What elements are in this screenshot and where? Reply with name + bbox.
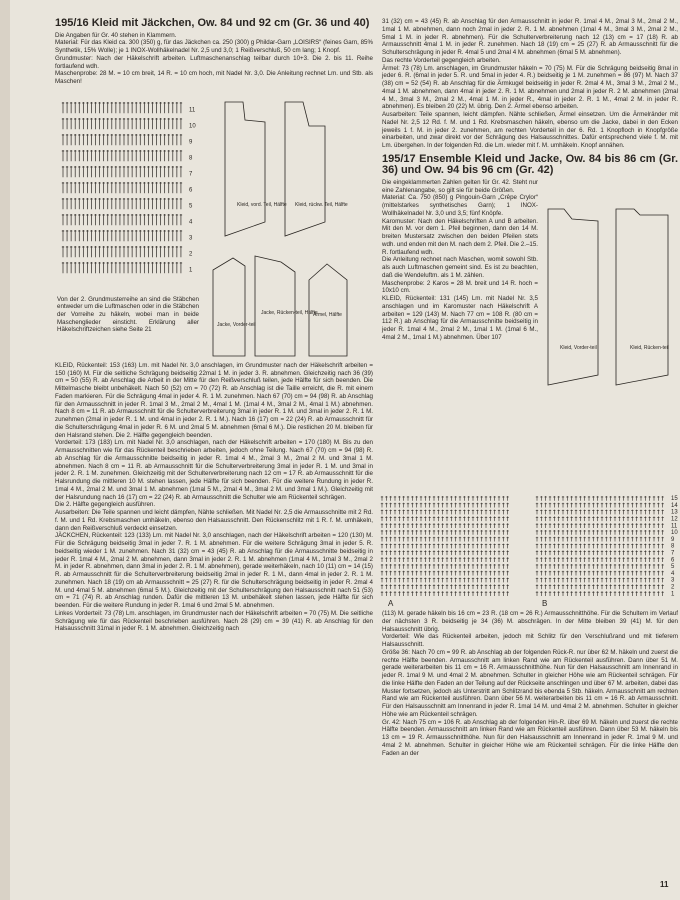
body-paragraph: Das rechte Vorderteil gegengleich arbeiten. bbox=[382, 56, 501, 64]
magazine-page bbox=[10, 0, 680, 900]
body-paragraph: 31 (32) cm = 43 (45) R. ab Anschlag für den Armausschnitt in jeder R. 1mal 4 M., 2mal 3 M., 2mal 2 M., 1mal 1 M. abnehmen, dann noch 2mal in jeder 2. R. 1 M. abnehmen (1mal 4 M., 3mal 3 M., 2mal 2 M., 5mal 1 M. in jeder R. abnehmen). Für die Schulterverbreiterung nach 12 (13) cm = 17 (18) R. ab Armausschnitt 4mal 1 M. in jeder R. zunehmen. Nach 18 (19) cm = 25 (27) R. ab Armausschnitt für die Schulterschrägung in jeder R. 4mal 5 und 2mal 4 M. abnehmen (6mal 5 M. abnehmen). bbox=[382, 18, 678, 56]
body-paragraph: Größe 36: Nach 70 cm = 99 R. ab Anschlag ab der folgenden Rück-R. nur über 62 M. häkeln und zuerst die rechte Hälfte beenden. Armausschnitt am linken Rand wie am Rückenteil ausführen. Dann über 51 M. gerade weiterarbeiten bis 11 cm = 16 R. Armausschnitthöhe. Nun für den Halsausschnitt am Innenrand in jeder R. 1mal 9 M. und 4mal 2 M. abnehmen. Schulter in gleicher Höhe wie am Rückenteil schrägen. Für die linke Hälfte den Faden an der Teilung auf der Rückseite anschlingen und über 67 M. arbeiten, dabei das Muster fortsetzen, jedoch als Unterstritt am Schlitzrand bis ebenda 5 Stb. häkeln. Armausschnitt am rechten Rand wie am Rückenteil ausführen. Dann über 56 M. weiterarbeiten bis 11 cm = 16 R. ab Armausschnitt. Für den Halsausschnitt am Innenrand in jeder R. 1mal 14 M. und 4mal 2 M. abnehmen. Schulter in gleicher Höhe wie am Rückenteil schrägen. bbox=[382, 648, 678, 718]
crochet-charts-a-b bbox=[372, 490, 680, 608]
right-column bbox=[382, 18, 678, 351]
svg-text:1: 1 bbox=[189, 267, 193, 274]
svg-text:15: 15 bbox=[671, 496, 678, 503]
svg-text:14: 14 bbox=[671, 502, 678, 509]
schematic-label: Kleid, Rücken-teil bbox=[630, 344, 669, 351]
body-paragraph: Material: Ca. 750 (850) g Pingouin-Garn „Crêpe Crylor“ (mittelstarkes synthetisches Garn); 1 INOX-Wollhäkelnadel Nr. 3,0 und 3,5; fünf Knöpfe. bbox=[382, 194, 538, 217]
svg-text:7: 7 bbox=[189, 171, 193, 178]
intro-paragraph: Grundmuster: Nach der Häkelschrift arbeiten. Luftmaschenanschlag teilbar durch 10+3. Die 2. bis 11. Reihe fortlaufend wdh. bbox=[55, 54, 373, 70]
right-bottom-text bbox=[382, 610, 678, 757]
svg-text:9: 9 bbox=[671, 536, 675, 543]
body-paragraph: Maschenprobe: 2 Karos = 28 M. breit und 14 R. hoch = 10x10 cm. bbox=[382, 279, 538, 295]
svg-text:1: 1 bbox=[671, 591, 675, 598]
body-paragraph: Ausarbeiten: Teile spannen, leicht dämpfen. Nähte schließen, Ärmel einsetzen. Um die Ärmelränder mit Nadel Nr. 2,5 12 Rd. f. M. und 1 Rd. Krebsmaschen häkeln, ebenso um die Jacke, dabei in den Ecken jeweils 1 f. M. in jeder 2. zunehmen, am rechten Vorderteil in der 6. Rd. 1 Knopfloch in Knopfgröße einarbeiten, und zwar direkt vor der Schrägung des Halsausschnittes. Dafür entsprechend viele f. M. mit Lm. übergehen. In der folgenden Rd. die Lm. wieder mit f. M. umhäkeln. Knopf annähen. bbox=[382, 111, 678, 149]
svg-text:8: 8 bbox=[671, 543, 675, 550]
svg-text:13: 13 bbox=[671, 509, 678, 516]
body-paragraph: Die eingeklammerten Zahlen gelten für Gr. 42. Steht nur eine Zahlenangabe, so gilt sie für beide Größen. bbox=[382, 178, 538, 194]
svg-text:4: 4 bbox=[189, 219, 193, 226]
svg-text:4: 4 bbox=[671, 570, 675, 577]
mid-text bbox=[382, 179, 538, 342]
schematic-label: Kleid, rückw. Teil, Hälfte bbox=[295, 201, 348, 208]
mid-block bbox=[382, 178, 678, 351]
schematic-label: Jacke, Rücken-teil, Hälfte bbox=[261, 309, 318, 316]
svg-text:10: 10 bbox=[189, 123, 196, 130]
pattern-195-16-title: 195/16 Kleid mit Jäckchen, Ow. 84 und 92 cm (Gr. 36 und 40) bbox=[55, 17, 370, 29]
body-paragraph: Gr. 42: Nach 75 cm = 106 R. ab Anschlag ab der folgenden Hin-R. über 69 M. häkeln und zuerst die rechte Hälfte beenden. Armausschnitt am linken Rand wie am Rückenteil ausführen. Dann über 53 M. häkeln bis 13 cm = 19 R. Armausschnitthöhe. Nun für den Halsausschnitt am Innenrand in jeder R. 1mal 9 M. und 4mal 2 M. abnehmen. Schulter in gleicher Höhe wie am Rückenteil schrägen. Für die linke Hälfte den Faden an der bbox=[382, 718, 678, 757]
svg-text:5: 5 bbox=[671, 564, 675, 571]
svg-text:12: 12 bbox=[671, 516, 678, 523]
body-paragraph: JÄCKCHEN, Rückenteil: 123 (133) Lm. mit Nadel Nr. 3,0 anschlagen, nach der Häkelschrift arbeiten = 120 (130) M. Für die Schrägung beidseitig 3mal in jeder 7. R. 1 M. abnehmen. Für die weitere Schrägung 3mal in jeder 5. R. beidseitig wieder 1 M. zunehmen. Nach 31 (32) cm = 43 (45) R. ab Anschlag für die Armausschnitte beidseitig in jeder R. 1mal 4 M., 2mal 2 M. abnehmen, dann 3mal in jeder 2. R. 1 M. abnehmen (1mal 4 M., 1mal 3 M., 2mal 2 M. in jeder R. abnehmen, dann 3mal in jeder 2. R. 1 M. abnehmen), gerade weiterhäkeln, nach 10 (11) cm = 14 (15) R. ab Armausschnitt für die Schulterverbreiterung beidseitig 2mal in jeder R. 1 M., dann 4mal in jeder 2. R. 1 M. zunehmen. Nach 18 (19) cm ab Armausschnitt = 25 (27) R. für die Schulterschrägung beidseitig in jeder R. 2mal 4 M. und 4mal 5 M. abnehmen (6mal 5 M.). Gleichzeitig mit der Schulterschrägung den Halsausschnitt nach 51 (53) cm = 71 (74) R. ab Anschlag runden. Dafür die mittleren 13 M. unbehäkelt stehen lassen, jede Hälfte für sich beenden. Für die weitere Rundung in jeder R. 1mal 6 und 2mal 5 M. abnehmen. bbox=[55, 532, 373, 609]
schematic-label: Kleid, vord. Teil, Hälfte bbox=[237, 201, 287, 208]
garment-schematics-195-17 bbox=[542, 179, 678, 429]
chart-caption: Von der 2. Grundmusterreihe an sind die Stäbchen entweder um die Luftmaschen oder in die Stäbchen der Vorreihe zu häkeln, wobei man in beide Maschenglieder einsticht. Erklärung aller Häkelschriftzeichen siehe Seite 21 bbox=[57, 295, 199, 334]
svg-text:9: 9 bbox=[189, 139, 193, 146]
body-paragraph: Ausarbeiten: Die Teile spannen und leicht dämpfen, Nähte schließen. Mit Nadel Nr. 2,5 die Armausschnitte mit 2 Rd. f. M. und 1 Rd. Krebsmaschen umhäkeln, ebenso den Halsausschnitt. Den Rückenschlitz mit 1 R. f. M. umhäkeln, dann den Reißverschluß verdeckt einsetzen. bbox=[55, 509, 373, 532]
pattern-195-17-title: 195/17 Ensemble Kleid und Jacke, Ow. 84 bis 86 cm (Gr. 36) und Ow. 94 bis 96 cm (Gr. 42) bbox=[382, 152, 678, 177]
page-number: 11 bbox=[660, 880, 669, 889]
schematic-label: Ärmel, Hälfte bbox=[313, 311, 342, 318]
left-column bbox=[55, 18, 373, 633]
svg-text:6: 6 bbox=[671, 557, 675, 564]
svg-text:8: 8 bbox=[189, 155, 193, 162]
schematic-label: Kleid, Vorder-teil bbox=[560, 344, 597, 351]
body-paragraph: KLEID, Rückenteil: 131 (145) Lm. mit Nadel Nr. 3,5 anschlagen und im Karomuster nach Häkelschrift A arbeiten = 129 (143) M. Nach 77 cm = 108 R. (80 cm = 112 R.) ab Anschlag für die Armausschnitte beidseitig in jeder R. 1mal 4 M., 2mal 2 M., 1mal 1 M. (1mal 6 M., 4mal 2 M., 1mal 1 M.) abnehmen. Über 107 bbox=[382, 295, 538, 341]
svg-text:3: 3 bbox=[189, 235, 193, 242]
body-paragraph: Vorderteil: 173 (183) Lm. mit Nadel Nr. 3,0 anschlagen, nach der Häkelschrift arbeiten = 170 (180) M. Bis zu den Armausschnitten wie für das Rückenteil beschrieben arbeiten, jedoch ohne Teilung. Nach 67 (70) cm = 94 (98) R. ab Anschlag für die Armausschnitte beidseitig in jeder R. 1mal 4 M., 2mal 3 M., 2mal 2 M. und 3mal 1 M. abnehmen. Nach 8 cm = 11 R. ab Armausschnitt für die Schulterverbreiterung 3mal in jeder R. 1 M. und 3mal in jeder 2. R. 1 M. zunehmen. Gleichzeitig mit der Schulterverbreiterung nach 12 cm = 17 R. ab Armausschnitt für die Halsrundung die mittleren 10 M. stehen lassen, jede Hälfte für sich beenden. Für die weitere Rundung in jeder R. 1mal 4 M., 2mal 2 M. und 3mal 1 M. abnehmen (1mal 5 M., 2mal 4 M., 3mal 2 M. und 3mal 1 M.). Gleichzeitig mit der Halsrundung nach 16 (17) cm = 22 (24) R. ab Armausschnitt die Schulter wie am Rückenteil schrägen. bbox=[55, 439, 373, 501]
svg-text:6: 6 bbox=[189, 187, 193, 194]
chart-b-label: B bbox=[542, 599, 548, 608]
body-paragraph: (113) M. gerade häkeln bis 16 cm = 23 R. (18 cm = 26 R.) Armausschnitthöhe. Für die Schultern im Verlauf der nächsten 3 R. beidseitig je 34 (36) M. abschrägen. In der Mitte bleiben 39 (41) M. für den Halsausschnitt übrig. bbox=[382, 610, 678, 633]
body-paragraph: KLEID, Rückenteil: 153 (163) Lm. mit Nadel Nr. 3,0 anschlagen, im Grundmuster nach der Häkelschrift arbeiten = 150 (160) M. Für die seitliche Schrägung beidseitig 22mal 1 M. in jeder 3. R. abnehmen. Gleichzeitig nach 36 (39) cm = 50 (55) R. ab Anschlag die Arbeit in der Mitte für den Reißverschluß teilen, jede Hälfte für sich beenden. Die Mittelmasche bleibt unbehäkelt. Nach 50 (52) cm = 70 (72) R. ab Anschlag ist die Taille erreicht, die R. mit einem Faden markieren. Für die Schrägung 4mal in jeder 4. R. 1 M. zunehmen. Nach 67 (70) cm = 94 (98) R. ab Anschlag für den Armausschnitt in jeder R. 1mal 3 M., 2mal 2 M., 4mal 1 M. (1mal 4 M., 3mal 2 M., 4mal 1 M.) abnehmen. Nach 8 cm = 11 R. ab Armausschnitt für die Schulterverbreiterung 3mal in jeder R. 1 M. und 3mal in jeder 2. R. 1 M. zunehmen (2mal in jeder R. 1 M. und 4mal in jeder 2. R. 1 M.). Nach 16 (17) cm = 22 (24) R. ab Armausschnitt für die Schulterschrägung 4mal in jeder R. 6 M. und 2mal 5 M. abnehmen (6mal 6 M.). Die restlichen 20 M. bleiben für den Halsrand stehen. Die 2. Hälfte gegengleich beenden. bbox=[55, 361, 373, 439]
intro-paragraph: Die Angaben für Gr. 40 stehen in Klammern. bbox=[55, 31, 177, 39]
body-paragraph: Karomuster: Nach den Häkelschriften A und B arbeiten. Mit den M. vor dem 1. Pfeil beginnen, dann den 14 M. breiten Mustersatz zwischen den beiden Pfeilen stets wdh. und enden mit den M. nach dem 2. Pfeil. Die 2.–15. R. fortlaufend wdh. bbox=[382, 217, 538, 256]
svg-text:5: 5 bbox=[189, 203, 193, 210]
crochet-chart-195-16 bbox=[55, 92, 205, 288]
svg-text:2: 2 bbox=[189, 251, 193, 258]
svg-text:3: 3 bbox=[671, 577, 675, 584]
body-paragraph: Ärmel: 73 (78) Lm. anschlagen, im Grundmuster häkeln = 70 (75) M. Für die Schrägung beidseitig 8mal in jeder 6. R. (6mal in jeder 5. R. und 5mal in jeder 4. R.) beidseitig je 1 M. zunehmen = 86 (97) M. Nach 37 (38) cm = 52 (54) R. ab Anschlag für die Ärmkugel beidseitig in jeder R. 2mal 4 M., 3mal 3 M., 2mal 2 M., 4mal 1 M. abnehmen, dann 4mal in jeder 2. R. 1 M. abnehmen und 2mal in jeder R. 2 M. abnehmen (2mal 4 M., 3mal 3 M., 2mal 2 M., 4mal 1 M. in jeder R., 4mal in jeder 2. R. 1 M., 4mal 2 M. in jeder R. abnehmen). Es bleiben 20 (22) M. übrig. Den 2. Ärmel ebenso arbeiten. bbox=[382, 64, 678, 111]
intro-paragraph: Maschenprobe: 28 M. = 10 cm breit, 14 R. = 10 cm hoch, mit Nadel Nr. 3,0. Die Anleitung rechnet Lm. und Stb. als Maschen! bbox=[55, 70, 373, 85]
chart-a-label: A bbox=[388, 599, 394, 608]
svg-text:10: 10 bbox=[671, 530, 678, 537]
body-paragraph: Linkes Vorderteil: 73 (78) Lm. anschlagen, im Grundmuster nach der Häkelschrift arbeiten = 70 (75) M. Die seitliche Schrägung wie für das Rückenteil beschrieben ausführen. Nach 28 (29) cm = 39 (41) R. ab Anschlag für den Halsausschnitt 31mal in jeder R. 1 M. abnehmen. Gleichzeitig nach bbox=[55, 609, 373, 633]
svg-text:7: 7 bbox=[671, 550, 675, 557]
diagram-region bbox=[55, 86, 373, 362]
schematic-label: Jacke, Vorder-teil bbox=[217, 321, 256, 328]
svg-text:2: 2 bbox=[671, 584, 675, 591]
garment-schematics-195-16 bbox=[205, 86, 375, 362]
body-paragraph: Vorderteil: Wie das Rückenteil arbeiten, jedoch mit Schlitz für den Verschlußrand und mit tieferem Halsausschnitt. bbox=[382, 633, 678, 648]
body-paragraph: Die 2. Hälfte gegengleich ausführen. bbox=[55, 501, 156, 509]
svg-text:11: 11 bbox=[189, 107, 196, 114]
svg-text:11: 11 bbox=[671, 523, 678, 530]
intro-paragraph: Material: Für das Kleid ca. 300 (350) g, für das Jäckchen ca. 250 (300) g Phildar-Garn „LOISIRS“ (feines Garn, 85% Synthetik, 15% Wolle); je 1 INOX-Wollhäkelnadel Nr. 2,5 und 3,0; 1 Reißverschluß, 50 cm lang; 1 Knopf. bbox=[55, 39, 373, 54]
body-paragraph: Die Anleitung rechnet nach Maschen, womit sowohl Stb. als auch Luftmaschen gemeint sind. Es ist zu beachten, daß die Wendeluftm. als 1 M. zählen. bbox=[382, 256, 538, 279]
